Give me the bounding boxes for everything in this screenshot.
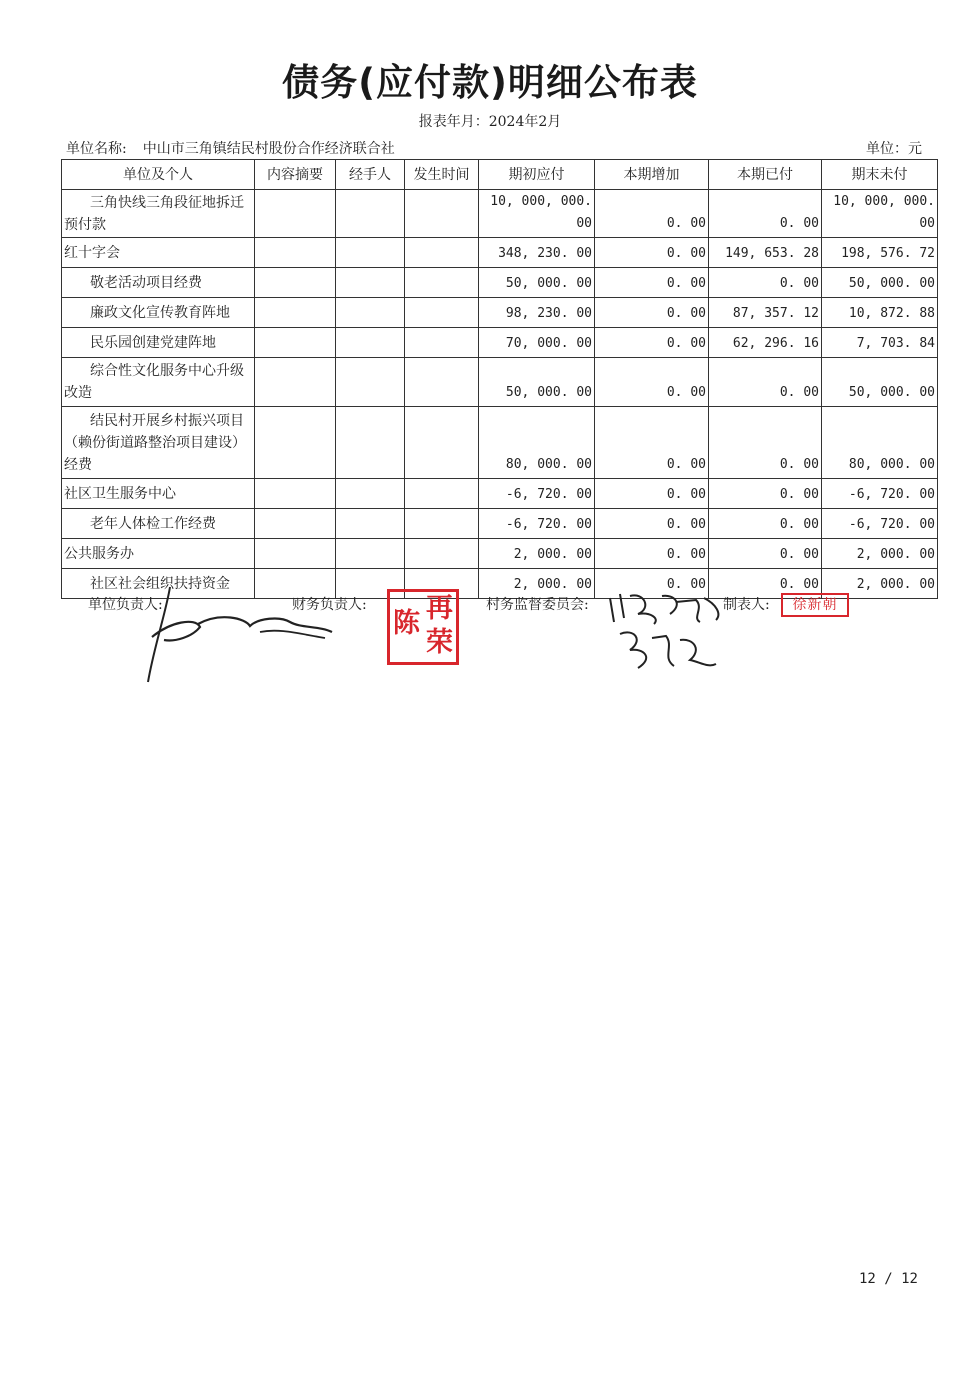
col-header-paid: 本期已付 [709, 160, 822, 190]
debt-ledger-table [61, 159, 938, 599]
row-closing: 7, 703. 84 [822, 328, 938, 358]
row-closing: 198, 576. 72 [822, 238, 938, 268]
row-party: 三角快线三角段征地拆迁预付款 [62, 190, 255, 238]
row-opening: 50, 000. 00 [479, 358, 595, 407]
row-party: 社区社会组织扶持资金 [62, 569, 255, 599]
page-number: 12 / 12 [858, 1271, 918, 1287]
row-party: 社区卫生服务中心 [62, 479, 255, 509]
row-handler [336, 358, 405, 407]
row-paid: 0. 00 [709, 358, 822, 407]
unit-head-label: 单位负责人: [88, 597, 163, 613]
row-summary [255, 358, 336, 407]
row-party: 老年人体检工作经费 [62, 509, 255, 539]
table-header-row [62, 160, 938, 190]
row-date [405, 358, 479, 407]
table-row [62, 238, 938, 268]
row-handler [336, 298, 405, 328]
table-row [62, 358, 938, 407]
row-increase: 0. 00 [595, 298, 709, 328]
row-increase: 0. 00 [595, 569, 709, 599]
table-row [62, 479, 938, 509]
row-paid: 0. 00 [709, 268, 822, 298]
row-paid: 0. 00 [709, 190, 822, 238]
table-row [62, 298, 938, 328]
row-increase: 0. 00 [595, 190, 709, 238]
row-handler [336, 509, 405, 539]
row-closing: -6, 720. 00 [822, 479, 938, 509]
row-paid: 0. 00 [709, 539, 822, 569]
table-row [62, 539, 938, 569]
row-paid: 87, 357. 12 [709, 298, 822, 328]
row-increase: 0. 00 [595, 328, 709, 358]
row-date [405, 268, 479, 298]
row-summary [255, 407, 336, 479]
row-closing: 80, 000. 00 [822, 407, 938, 479]
row-increase: 0. 00 [595, 539, 709, 569]
unit-head-signature [140, 582, 340, 690]
row-summary [255, 238, 336, 268]
row-handler [336, 539, 405, 569]
unit-name-line [66, 138, 395, 158]
col-header-closing: 期末未付 [822, 160, 938, 190]
row-opening: 50, 000. 00 [479, 268, 595, 298]
row-closing: -6, 720. 00 [822, 509, 938, 539]
row-opening: 70, 000. 00 [479, 328, 595, 358]
finance-head-seal: 再 陈 荣 [387, 589, 459, 665]
row-paid: 0. 00 [709, 479, 822, 509]
row-closing: 10, 872. 88 [822, 298, 938, 328]
table-row [62, 328, 938, 358]
row-date [405, 190, 479, 238]
col-header-opening: 期初应付 [479, 160, 595, 190]
col-header-summary: 内容摘要 [255, 160, 336, 190]
row-opening: 80, 000. 00 [479, 407, 595, 479]
row-increase: 0. 00 [595, 238, 709, 268]
row-date [405, 407, 479, 479]
row-handler [336, 238, 405, 268]
unit-name-value: 中山市三角镇结民村股份合作经济联合社 [142, 141, 395, 157]
row-opening: 2, 000. 00 [479, 569, 595, 599]
row-increase: 0. 00 [595, 407, 709, 479]
row-increase: 0. 00 [595, 509, 709, 539]
supervision-committee-signature [604, 588, 730, 678]
row-summary [255, 479, 336, 509]
row-increase: 0. 00 [595, 268, 709, 298]
row-paid: 0. 00 [709, 569, 822, 599]
currency-unit: 单位：元 [866, 141, 922, 157]
row-date [405, 328, 479, 358]
row-paid: 149, 653. 28 [709, 238, 822, 268]
row-date [405, 509, 479, 539]
row-party: 公共服务办 [62, 539, 255, 569]
row-closing: 2, 000. 00 [822, 539, 938, 569]
preparer-label: 制表人: [723, 597, 770, 613]
row-opening: 10, 000, 000. 00 [479, 190, 595, 238]
row-party: 民乐园创建党建阵地 [62, 328, 255, 358]
row-closing: 50, 000. 00 [822, 358, 938, 407]
page-title: 债务(应付款)明细公布表 [282, 61, 698, 104]
finance-head-label: 财务负责人: [292, 597, 367, 613]
table-row [62, 407, 938, 479]
row-handler [336, 407, 405, 479]
row-summary [255, 539, 336, 569]
row-summary [255, 509, 336, 539]
row-party: 红十字会 [62, 238, 255, 268]
row-party: 综合性文化服务中心升级改造 [62, 358, 255, 407]
row-closing: 2, 000. 00 [822, 569, 938, 599]
col-header-party: 单位及个人 [62, 160, 255, 190]
row-party: 敬老活动项目经费 [62, 268, 255, 298]
row-handler [336, 479, 405, 509]
table-row [62, 509, 938, 539]
row-closing: 50, 000. 00 [822, 268, 938, 298]
table-row [62, 190, 938, 238]
report-period: 报表年月：2024年2月 [418, 114, 562, 130]
row-handler [336, 328, 405, 358]
row-summary [255, 268, 336, 298]
row-party: 结民村开展乡村振兴项目（赖份街道路整治项目建设）经费 [62, 407, 255, 479]
row-increase: 0. 00 [595, 358, 709, 407]
supervision-committee-label: 村务监督委员会: [486, 597, 589, 613]
row-paid: 62, 296. 16 [709, 328, 822, 358]
row-date [405, 298, 479, 328]
row-increase: 0. 00 [595, 479, 709, 509]
row-opening: 2, 000. 00 [479, 539, 595, 569]
col-header-handler: 经手人 [336, 160, 405, 190]
preparer-seal: 徐新朝 [781, 593, 849, 617]
row-opening: -6, 720. 00 [479, 509, 595, 539]
row-opening: -6, 720. 00 [479, 479, 595, 509]
row-paid: 0. 00 [709, 509, 822, 539]
row-opening: 348, 230. 00 [479, 238, 595, 268]
row-date [405, 479, 479, 509]
row-date [405, 539, 479, 569]
row-closing: 10, 000, 000. 00 [822, 190, 938, 238]
col-header-increase: 本期增加 [595, 160, 709, 190]
row-summary [255, 328, 336, 358]
row-paid: 0. 00 [709, 407, 822, 479]
row-date [405, 238, 479, 268]
row-opening: 98, 230. 00 [479, 298, 595, 328]
row-party: 廉政文化宣传教育阵地 [62, 298, 255, 328]
row-summary [255, 298, 336, 328]
row-summary [255, 190, 336, 238]
row-handler [336, 268, 405, 298]
table-row [62, 268, 938, 298]
row-handler [336, 190, 405, 238]
col-header-date: 发生时间 [405, 160, 479, 190]
unit-name-label: 单位名称: [66, 141, 127, 157]
